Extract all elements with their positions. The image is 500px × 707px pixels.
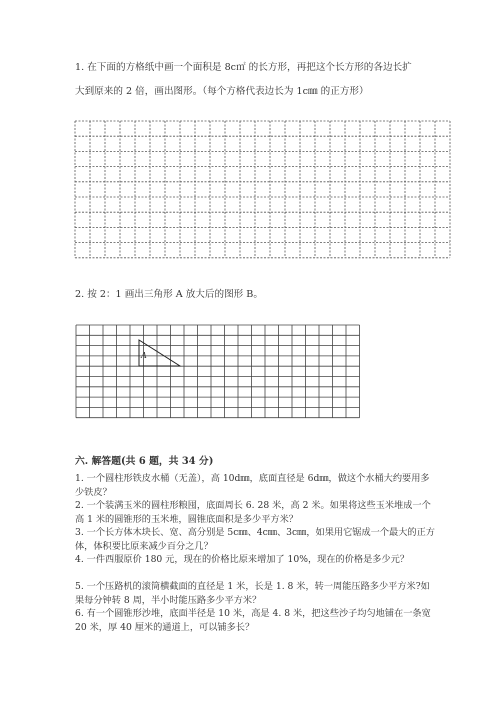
question-6: 6. 有一个圆锥形沙堆，底面半径是 10 米，高是 4. 8 米，把这些沙子均匀地铺在一条宽 20 米，厚 40 厘米的通道上，可以铺多长？	[75, 608, 431, 633]
question-5: 5. 一个压路机的滚筒横截面的直径是 1 米，长是 1. 8 米，转一周能压路多少平方米?如果每分钟转 8 周，半小时能压路多少平方米？	[75, 581, 430, 606]
triangle-a	[139, 340, 180, 366]
question-4: 4. 一件西服原价 180 元，现在的价格比原来增加了 10%，现在的价格是多少元？	[75, 554, 410, 565]
triangle-a-label: A	[141, 351, 147, 360]
question-2: 2. 一个装满玉米的圆柱形粮囤，底面周长 6. 28 米，高 2 米。如果将这些玉米堆成一个高 1 米的圆锥形的玉米堆，圆锥底面积是多少平方米？	[75, 500, 431, 525]
problem1-line2: 大到原来的 2 倍，画出图形。（每个方格代表边长为 1c㎜ 的正方形）	[75, 86, 369, 97]
question-1: 1. 一个圆柱形铁皮水桶（无盖），高 10d㎜，底面直径是 6d㎜，做这个水桶大约要用多少铁皮？	[75, 473, 430, 498]
problem1-line1: 1. 在下面的方格纸中画一个面积是 8c㎡ 的长方形，再把这个长方形的各边长扩	[75, 62, 412, 73]
problem2-text: 2. 按 2：1 画出三角形 A 放大后的图形 B。	[75, 289, 263, 300]
question-3: 3. 一个长方体木块长、宽、高分别是 5c㎜、4c㎜、3c㎜，如果用它锯成一个最大的正方体，体积要比原来减少百分之几？	[75, 527, 435, 552]
section-title: 六. 解答题(共 6 题，共 34 分)	[75, 456, 214, 467]
